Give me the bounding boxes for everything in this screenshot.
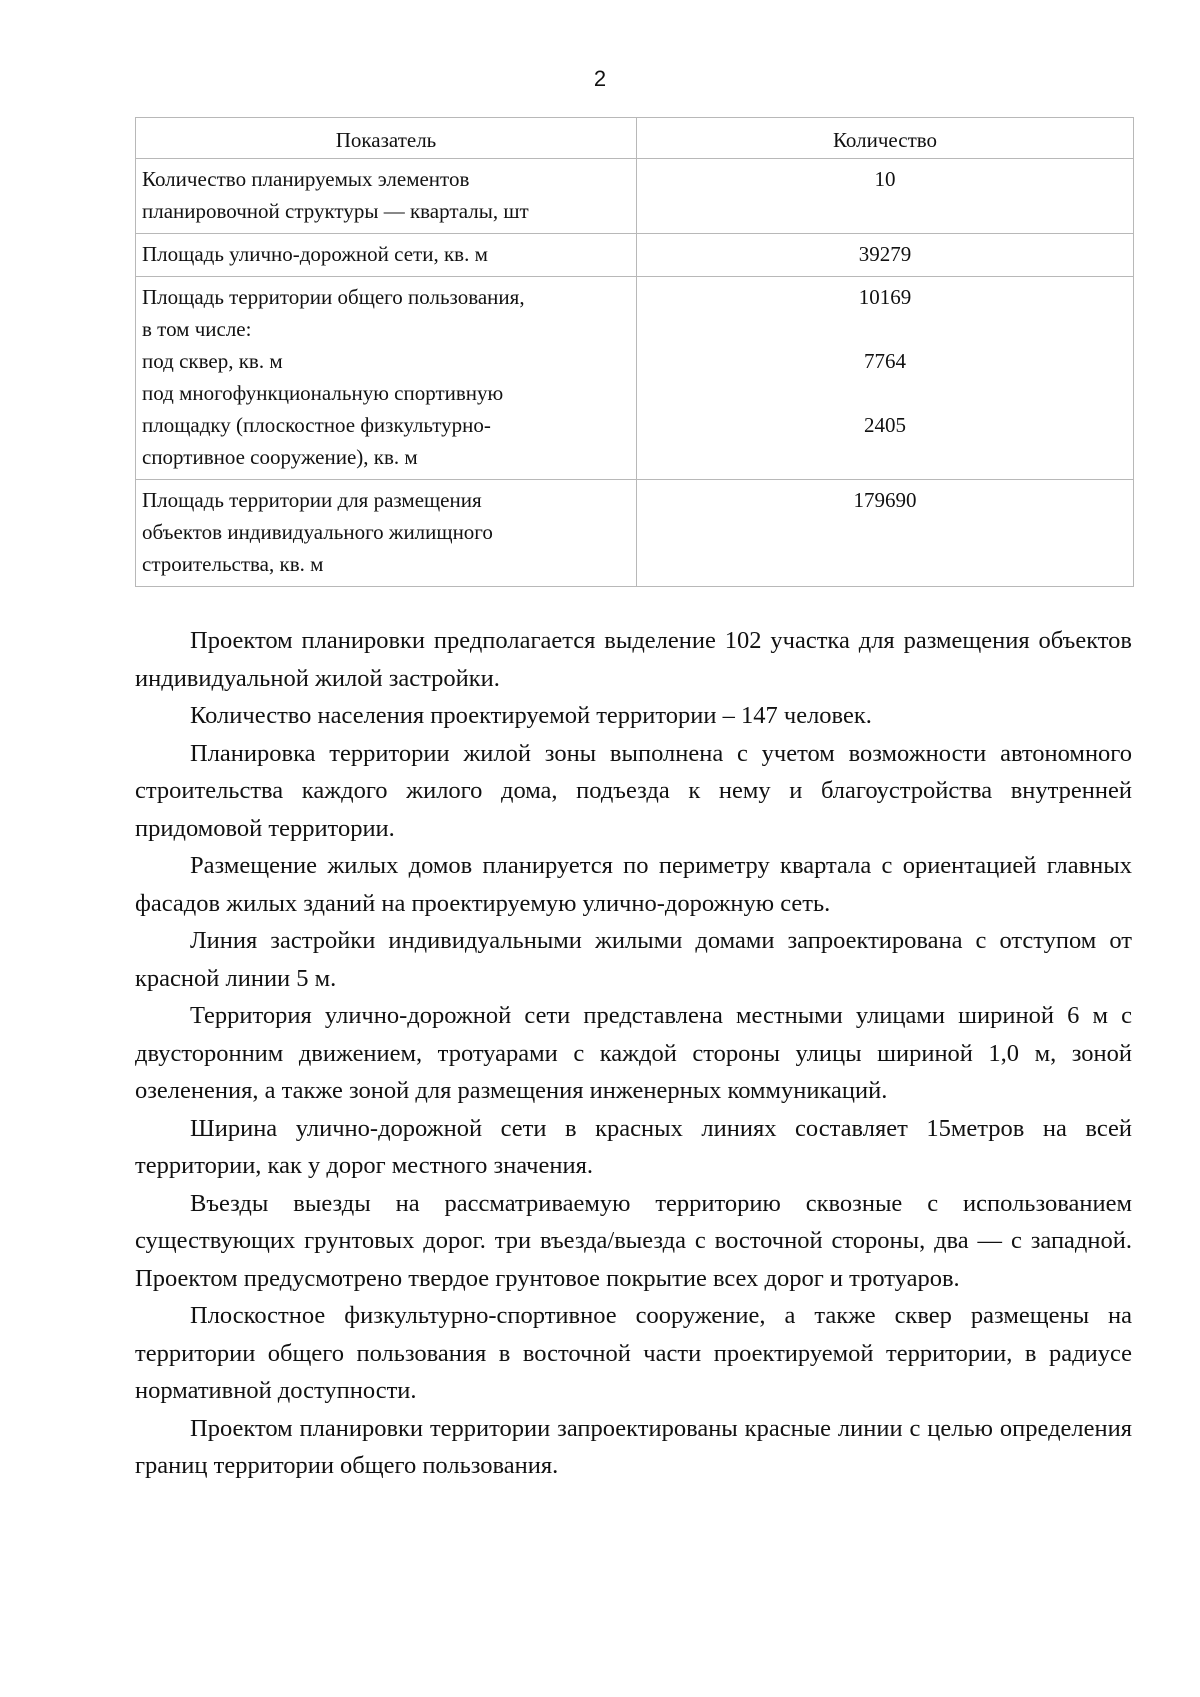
label-line: под многофункциональную спортивную [142,381,504,405]
row-label [136,234,637,277]
paragraph: Количество населения проектируемой территории – 147 человек. [190,702,872,729]
paragraph: Планировка территории жилой зоны выполнена с учетом возможности автономного строительства каждого жилого дома, подъезда к нему и благоустройства внутренней придомовой территории. [135,739,1132,842]
label-line: площадку (плоскостное физкультурно- [142,413,491,437]
label-line: Количество планируемых элементов [142,167,470,191]
value-sports: 2405 [864,413,906,437]
row-label [136,159,637,234]
label-line: спортивное сооружение), кв. м [142,445,418,469]
table-row [136,234,1134,277]
paragraph: Плоскостное физкультурно-спортивное сооружение, а также сквер размещены на территории общего пользования в восточной части проектируемой территории, в радиусе нормативной доступности. [135,1302,1132,1404]
header-indicator: Показатель [136,118,637,159]
page-number: 2 [593,66,607,91]
label-line: планировочной структуры — кварталы, шт [142,199,529,223]
row-label [136,277,637,480]
label-line: Площадь улично-дорожной сети, кв. м [142,242,488,266]
table-row [136,480,1134,587]
label-line: Площадь территории для размещения [142,488,482,512]
row-value: 179690 [637,480,1134,587]
table-row [136,277,1134,480]
paragraph: Проектом планировки территории запроектированы красные линии с целью определения границ территории общего пользования. [135,1414,1132,1479]
paragraph: Линия застройки индивидуальными жилыми домами запроектирована с отступом от красной линии 5 м. [135,927,1132,992]
row-label [136,480,637,587]
body-text [135,622,1132,1485]
row-value: 10 [637,159,1134,234]
label-line: объектов индивидуального жилищного [142,520,493,544]
label-line: в том числе: [142,317,252,341]
paragraph: Ширина улично-дорожной сети в красных линиях составляет 15метров на всей территории, как у дорог местного значения. [135,1114,1132,1179]
table-row [136,159,1134,234]
row-value [637,277,1134,480]
paragraph: Въезды выезды на рассматриваемую территорию сквозные с использованием существующих грунтовых дорог. три въезда/выезда с восточной стороны, два — с западной. Проектом предусмотрено твердое грунтовое покрытие всех дорог и тротуаров. [135,1189,1132,1292]
paragraph: Территория улично-дорожной сети представлена местными улицами шириной 6 м с двусторонним движением, тротуарами с каждой стороны улицы шириной 1,0 м, зоной озеленения, а также зоной для размещения инженерных коммуникаций. [135,1002,1132,1104]
indicators-table [135,117,1134,587]
table-header-row [136,118,1134,159]
label-line: строительства, кв. м [142,552,324,576]
paragraph: Проектом планировки предполагается выделение 102 участка для размещения объектов индивидуальной жилой застройки. [135,627,1132,692]
value-total: 10169 [858,285,912,309]
row-value: 39279 [637,234,1134,277]
label-line: под сквер, кв. м [142,349,283,373]
value-square: 7764 [864,349,906,373]
label-line: Площадь территории общего пользования, [142,285,525,309]
paragraph: Размещение жилых домов планируется по периметру квартала с ориентацией главных фасадов жилых зданий на проектируемую улично-дорожную сеть. [135,852,1132,917]
header-quantity: Количество [637,118,1134,159]
